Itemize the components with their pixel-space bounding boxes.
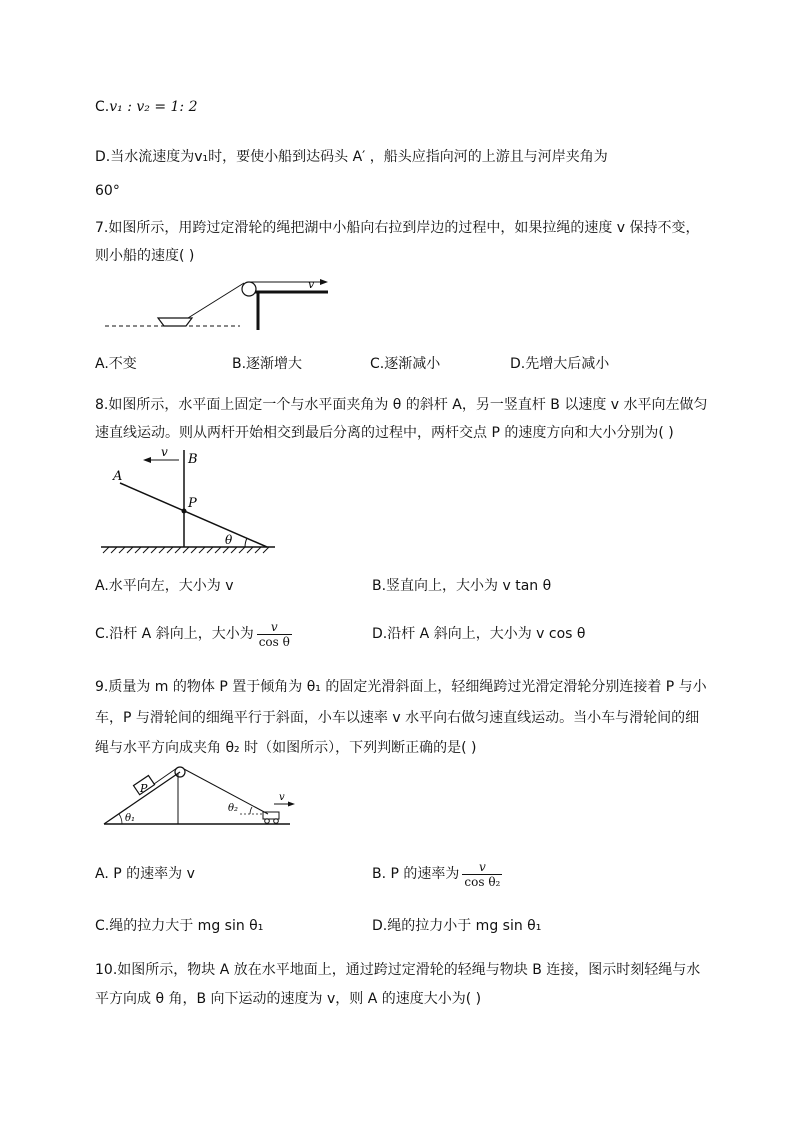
q8-velocity-arrowhead <box>143 457 151 463</box>
q9-theta1-arc <box>119 814 122 824</box>
q8-stem-line2: 速直线运动。则从两杆开始相交到最后分离的过程中，两杆交点 P 的速度方向和大小分别为( ) <box>95 425 674 441</box>
q8-option-d: D.沿杆 A 斜向上，大小为 v cos θ <box>372 626 586 642</box>
q8-option-c: C.沿杆 A 斜向上，大小为 $\frac{v}{\text{cos θ}}$ <box>95 619 290 649</box>
q7-option-c: C.逐渐减小 <box>370 356 441 372</box>
q9-stem-line3: 绳与水平方向成夹角 θ₂ 时（如图所示），下列判断正确的是( ) <box>95 740 477 756</box>
q8-option-b: B.竖直向上，大小为 v tan θ <box>372 578 552 594</box>
q9-option-d: D.绳的拉力小于 mg sin θ₁ <box>372 918 542 934</box>
q7-rope-to-boat <box>188 283 244 318</box>
q7-label-v: v <box>308 278 315 291</box>
q9-label-v: v <box>279 792 285 803</box>
q8-label-p: P <box>188 496 197 511</box>
q8-option-c-fraction: $\frac{v}{\text{cos θ}}$ <box>258 619 290 649</box>
q8-label-v: v <box>161 445 168 459</box>
q7-stem-line1: 7.如图所示，用跨过定滑轮的绳把湖中小船向右拉到岸边的过程中，如果拉绳的速度 v 保持不变， <box>95 220 700 236</box>
q6-option-d-line1: D.当水流速度为v₁时，要使小船到达码头 A′ ，船头应指向河的上游且与河岸夹角为 <box>95 149 608 165</box>
q9-option-c: C.绳的拉力大于 mg sin θ₁ <box>95 918 264 934</box>
q10-stem-line1: 10.如图所示，物块 A 放在水平地面上，通过跨过定滑轮的轻绳与物块 B 连接，图示时刻轻绳与水 <box>95 962 701 978</box>
q6-option-c: C.v₁ : v₂ = 1: 2 <box>95 99 198 115</box>
q8-stem-line1: 8.如图所示，水平面上固定一个与水平面夹角为 θ 的斜杆 A，另一竖直杆 B 以速度 v 水平向左做匀 <box>95 397 708 413</box>
q6-option-d-line2: 60° <box>95 183 120 199</box>
q7-velocity-arrowhead <box>320 279 328 285</box>
q8-option-a: A.水平向左，大小为 v <box>95 578 234 594</box>
q9-stem-line1: 9.质量为 m 的物体 P 置于倾角为 θ₁ 的固定光滑斜面上，轻细绳跨过光滑定滑轮分别连接着 P 与小 <box>95 679 707 695</box>
q6-option-c-expr: v₁ : v₂ = 1: 2 <box>109 99 198 115</box>
q9-option-b: B. P 的速率为 $\frac{v}{\text{cos θ₂}}$ <box>372 859 501 889</box>
q9-velocity-arrowhead <box>288 802 295 807</box>
q9-label-theta2: θ₂ <box>228 803 239 814</box>
q9-option-a: A. P 的速率为 v <box>95 866 195 882</box>
q10-stem-line2: 平方向成 θ 角，B 向下运动的速度为 v，则 A 的速度大小为( ) <box>95 991 482 1007</box>
q7-boat <box>158 318 192 326</box>
q7-pulley-boat-figure <box>100 270 340 340</box>
q8-angle-arc <box>245 538 247 547</box>
q9-stem-line2: 车，P 与滑轮间的细绳平行于斜面，小车以速率 v 水平向右做匀速直线运动。当小车与滑轮间的细 <box>95 710 700 726</box>
q9-label-p: P <box>140 782 148 795</box>
q9-label-theta1: θ₁ <box>125 813 136 824</box>
q9-theta2-arc <box>250 807 252 814</box>
q8-label-b: B <box>188 452 198 467</box>
q7-option-b: B.逐渐增大 <box>232 356 303 372</box>
q8-label-a: A <box>113 469 123 484</box>
q8-rods-figure <box>95 445 280 560</box>
q7-pulley <box>242 282 256 296</box>
q9-incline-figure <box>100 762 300 837</box>
q7-stem-line2: 则小船的速度( ) <box>95 248 195 264</box>
q9-rope-to-cart <box>184 769 268 814</box>
q9-option-b-fraction: $\frac{v}{\text{cos θ₂}}$ <box>464 859 501 889</box>
q8-ground-hatch <box>103 547 269 553</box>
q8-point-p <box>182 509 187 514</box>
q7-option-d: D.先增大后减小 <box>510 356 610 372</box>
q8-label-theta: θ <box>225 533 233 547</box>
q7-option-a: A.不变 <box>95 356 137 372</box>
q8-rod-a <box>120 483 267 547</box>
